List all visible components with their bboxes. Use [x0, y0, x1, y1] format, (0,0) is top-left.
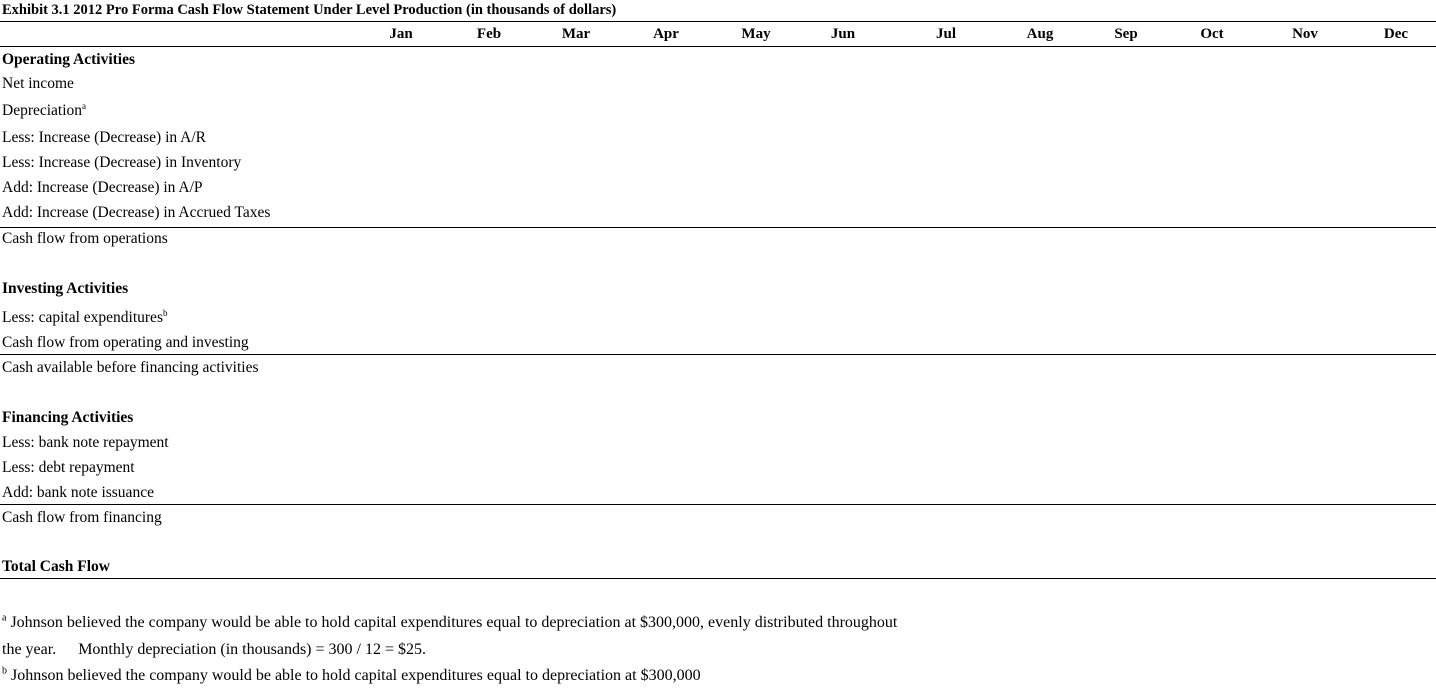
row-accrued-taxes: Add: Increase (Decrease) in Accrued Taxes — [2, 204, 271, 221]
row-cash-flow-op-inv: Cash flow from operating and investing — [2, 334, 249, 351]
footnote-a-text: Johnson believed the company would be able to hold capital expenditures equal to depreciation at $300,000, evenly distributed throughout — [6, 614, 898, 631]
footnote-b-mark: b — [2, 665, 7, 677]
footnote-a-line1 — [2, 612, 897, 634]
footnote-a-line2 — [2, 639, 426, 661]
month-nov: Nov — [1292, 26, 1318, 42]
row-capex — [2, 308, 167, 328]
month-sep: Sep — [1114, 26, 1138, 42]
month-header-rule — [0, 46, 1436, 47]
footnote-b-text: Johnson believed the company would be able to hold capital expenditures equal to depreciation at $300,000 — [7, 667, 701, 684]
month-aug: Aug — [1026, 26, 1054, 42]
row-inventory: Less: Increase (Decrease) in Inventory — [2, 154, 242, 171]
capex-label: Less: capital expenditures — [2, 309, 163, 326]
operating-header: Operating Activities — [2, 51, 136, 68]
row-ap: Add: Increase (Decrease) in A/P — [2, 179, 203, 196]
month-header-row — [0, 21, 1436, 46]
row-bank-note-issuance: Add: bank note issuance — [2, 484, 154, 501]
footnote-a-line2-part2: Monthly depreciation (in thousands) = 300 / 12 = $25. — [78, 641, 426, 658]
month-may: May — [741, 26, 771, 42]
footnote-mark-a: a — [82, 100, 87, 111]
month-jul: Jul — [935, 26, 956, 42]
row-net-income: Net income — [2, 75, 74, 92]
row-depreciation — [2, 101, 86, 121]
financing-header: Financing Activities — [2, 409, 134, 426]
row-cash-before-financing: Cash available before financing activities — [2, 359, 259, 376]
footnote-a-line2-part1: the year. — [2, 641, 57, 658]
footnote-b-line1 — [2, 665, 701, 687]
month-jan: Jan — [389, 26, 413, 42]
row-ar: Less: Increase (Decrease) in A/R — [2, 129, 206, 146]
row-debt-repayment: Less: debt repayment — [2, 459, 135, 476]
month-feb: Feb — [476, 26, 502, 42]
month-apr: Apr — [653, 26, 679, 42]
month-oct: Oct — [1200, 26, 1224, 42]
financing-rule — [0, 504, 1436, 505]
depreciation-label: Depreciation — [2, 102, 83, 119]
footnote-a-mark: a — [2, 612, 7, 624]
investing-header: Investing Activities — [2, 280, 129, 297]
operations-rule — [0, 227, 1436, 228]
total-rule — [0, 578, 1436, 579]
month-jun: Jun — [830, 26, 856, 42]
row-bank-note-repayment: Less: bank note repayment — [2, 434, 169, 451]
exhibit-title: Exhibit 3.1 2012 Pro Forma Cash Flow Statement Under Level Production (in thousands of dollars) — [2, 2, 617, 18]
row-total-cash-flow: Total Cash Flow — [2, 558, 110, 575]
month-dec: Dec — [1383, 26, 1409, 42]
row-cash-flow-operations: Cash flow from operations — [2, 230, 168, 247]
footnote-mark-b: b — [162, 307, 168, 318]
row-cash-flow-financing: Cash flow from financing — [2, 509, 162, 526]
investing-rule — [0, 354, 1436, 355]
month-mar: Mar — [561, 26, 591, 42]
